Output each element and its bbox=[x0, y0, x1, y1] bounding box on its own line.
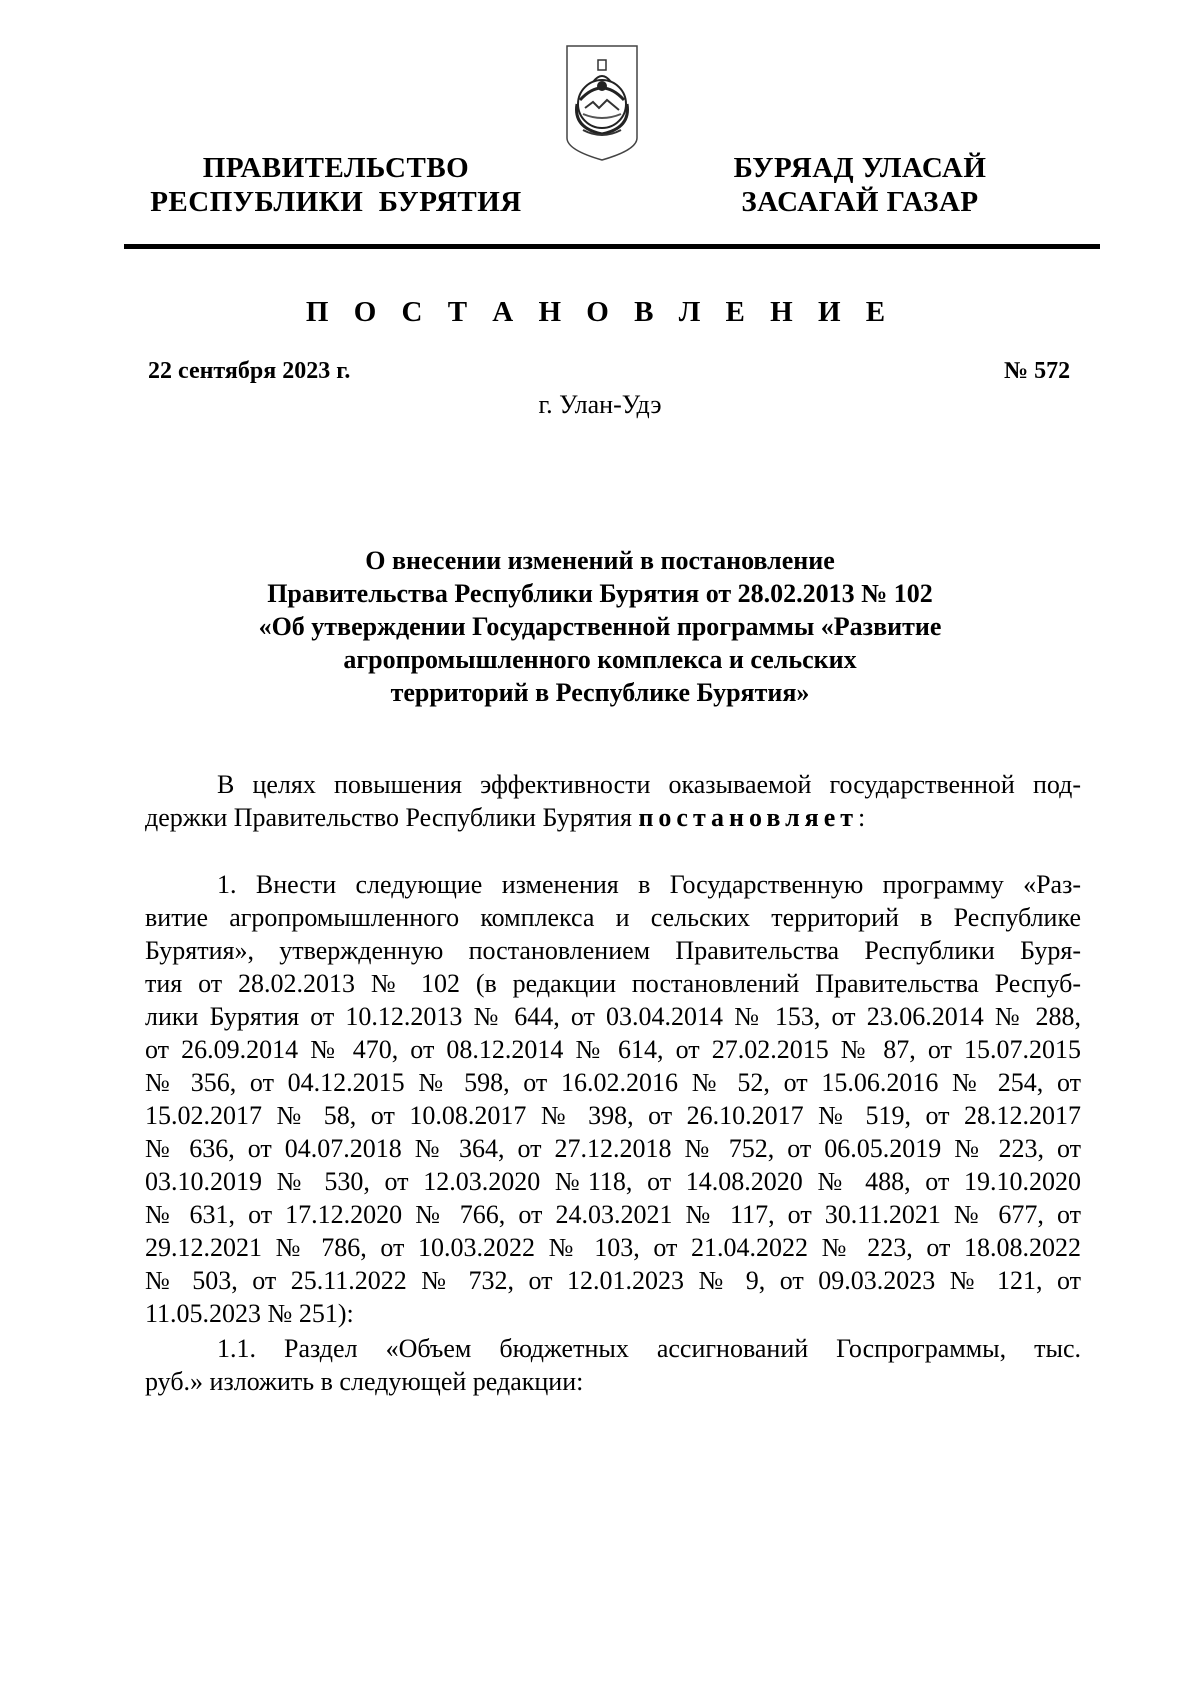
preamble-text: держки Правительство Республики Бурятия bbox=[145, 803, 639, 832]
item-1-line: № 356, от 04.12.2015 № 598, от 16.02.2016 № 52, от 15.06.2016 № 254, от bbox=[145, 1068, 1081, 1097]
item-1-line: от 26.09.2014 № 470, от 08.12.2014 № 614, от 27.02.2015 № 87, от 15.07.2015 bbox=[145, 1035, 1081, 1064]
preamble-paragraph bbox=[145, 768, 1081, 834]
item-1-line: тия от 28.02.2013 № 102 (в редакции постановлений Правительства Респуб- bbox=[145, 969, 1081, 998]
document-city: г. Улан-Удэ bbox=[538, 390, 662, 419]
item-1-line: № 636, от 04.07.2018 № 364, от 27.12.2018 № 752, от 06.05.2019 № 223, от bbox=[145, 1134, 1081, 1163]
government-name-bua-line2: ЗАСАГАЙ ГАЗАР bbox=[741, 186, 979, 218]
header-divider bbox=[124, 244, 1100, 249]
government-name-ru-line2: РЕСПУБЛИКИ БУРЯТИЯ bbox=[150, 186, 522, 218]
government-name-bua-line1: БУРЯАД УЛАСАЙ bbox=[733, 152, 987, 184]
item-1-line: № 503, от 25.11.2022 № 732, от 12.01.2023 № 9, от 09.03.2023 № 121, от bbox=[145, 1266, 1081, 1295]
document-title bbox=[150, 544, 1050, 709]
title-line: «Об утверждении Государственной программы «Развитие bbox=[258, 612, 942, 641]
government-name-bua bbox=[700, 151, 1020, 219]
preamble-colon: : bbox=[858, 803, 866, 832]
item-1-line: 29.12.2021 № 786, от 10.03.2022 № 103, от 21.04.2022 № 223, от 18.08.2022 bbox=[145, 1233, 1081, 1262]
item-1-line: 1. Внести следующие изменения в Государственную программу «Раз- bbox=[217, 870, 1081, 899]
document-type: П О С Т А Н О В Л Е Н И Е bbox=[305, 296, 895, 328]
item-1-line: витие агропромышленного комплекса и сельских территорий в Республике bbox=[145, 903, 1081, 932]
item-1-line: 15.02.2017 № 58, от 10.08.2017 № 398, от 26.10.2017 № 519, от 28.12.2017 bbox=[145, 1101, 1081, 1130]
preamble-line: В целях повышения эффективности оказываемой государственной под- bbox=[217, 770, 1081, 799]
item-1-1-line: 1.1. Раздел «Объем бюджетных ассигнований Госпрограммы, тыс. bbox=[217, 1334, 1081, 1363]
item-1-line: 11.05.2023 № 251): bbox=[145, 1299, 354, 1328]
title-line: Правительства Республики Бурятия от 28.02.2013 № 102 bbox=[267, 579, 933, 608]
title-line: агропромышленного комплекса и сельских bbox=[343, 645, 857, 674]
government-name-ru-line1: ПРАВИТЕЛЬСТВО bbox=[202, 152, 470, 184]
item-1-line: 03.10.2019 № 530, от 12.03.2020 №118, от 14.08.2020 № 488, от 19.10.2020 bbox=[145, 1167, 1081, 1196]
government-name-ru bbox=[146, 151, 526, 219]
title-line: О внесении изменений в постановление bbox=[365, 546, 835, 575]
document-date: 22 сентября 2023 г. bbox=[148, 358, 351, 384]
item-1-paragraph bbox=[145, 868, 1081, 1330]
document-number: № 572 bbox=[1004, 358, 1071, 384]
preamble-decree-word: постановляет bbox=[638, 803, 859, 832]
coat-of-arms-emblem bbox=[563, 42, 641, 162]
item-1-line: Бурятия», утвержденную постановлением Правительства Республики Буря- bbox=[145, 936, 1081, 965]
item-1-1-line: руб.» изложить в следующей редакции: bbox=[145, 1367, 584, 1396]
item-1-1-paragraph bbox=[145, 1332, 1081, 1398]
item-1-line: лики Бурятия от 10.12.2013 № 644, от 03.04.2014 № 153, от 23.06.2014 № 288, bbox=[145, 1002, 1081, 1031]
preamble-line bbox=[145, 801, 1081, 834]
item-1-line: № 631, от 17.12.2020 № 766, от 24.03.2021 № 117, от 30.11.2021 № 677, от bbox=[145, 1200, 1081, 1229]
title-line: территорий в Республике Бурятия» bbox=[390, 678, 810, 707]
